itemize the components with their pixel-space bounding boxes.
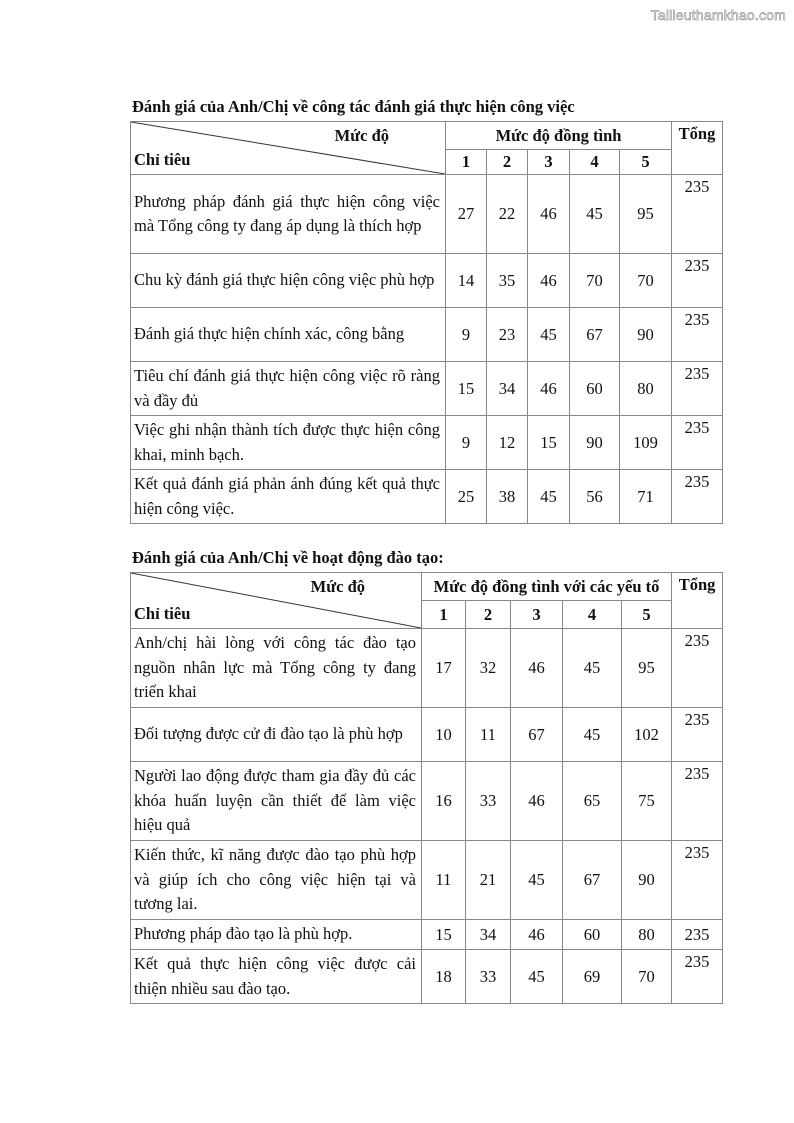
table1-scale-5: 5	[620, 150, 672, 175]
value-cell: 45	[563, 708, 622, 762]
total-cell: 235	[672, 762, 723, 841]
table-row	[131, 416, 723, 470]
value-cell: 18	[422, 950, 466, 1004]
total-cell: 235	[672, 920, 723, 950]
table-row	[131, 950, 723, 1004]
table1-header-row	[131, 122, 723, 150]
table1-level-label: Mức độ	[334, 126, 389, 145]
value-cell: 22	[487, 175, 528, 254]
total-cell: 235	[672, 950, 723, 1004]
value-cell: 46	[528, 362, 570, 416]
table2-title: Đánh giá của Anh/Chị về hoạt động đào tạo:	[132, 548, 444, 567]
table2-scale-5: 5	[622, 601, 672, 629]
table1-scale-3: 3	[528, 150, 570, 175]
value-cell: 16	[422, 762, 466, 841]
table1-title: Đánh giá của Anh/Chị về công tác đánh giá thực hiện công việc	[132, 97, 575, 116]
table2-agreement-header: Mức độ đồng tình với các yếu tố	[422, 573, 672, 601]
total-cell: 235	[672, 254, 723, 308]
total-cell: 235	[672, 175, 723, 254]
table-row	[131, 920, 723, 950]
value-cell: 56	[570, 470, 620, 524]
table2-level-label: Mức độ	[310, 577, 365, 596]
table-row	[131, 175, 723, 254]
value-cell: 90	[622, 841, 672, 920]
value-cell: 11	[466, 708, 511, 762]
table-row	[131, 470, 723, 524]
value-cell: 70	[620, 254, 672, 308]
table2	[130, 572, 723, 1004]
value-cell: 70	[622, 950, 672, 1004]
table-row	[131, 629, 723, 708]
value-cell: 71	[620, 470, 672, 524]
value-cell: 9	[446, 416, 487, 470]
total-cell: 235	[672, 708, 723, 762]
criterion-cell: Phương pháp đánh giá thực hiện công việc mà Tổng công ty đang áp dụng là thích hợp	[131, 175, 446, 254]
criterion-cell: Đối tượng được cử đi đào tạo là phù hợp	[131, 708, 422, 762]
total-cell: 235	[672, 416, 723, 470]
criterion-cell: Tiêu chí đánh giá thực hiện công việc rõ ràng và đầy đủ	[131, 362, 446, 416]
value-cell: 75	[622, 762, 672, 841]
table1-total-header: Tổng	[672, 122, 723, 175]
table1-scale-4: 4	[570, 150, 620, 175]
table-row	[131, 362, 723, 416]
value-cell: 46	[511, 762, 563, 841]
value-cell: 60	[563, 920, 622, 950]
total-cell: 235	[672, 841, 723, 920]
criterion-cell: Kiến thức, kĩ năng được đào tạo phù hợp và giúp ích cho công việc hiện tại và tương lai.	[131, 841, 422, 920]
value-cell: 15	[422, 920, 466, 950]
value-cell: 14	[446, 254, 487, 308]
table2-scale-2: 2	[466, 601, 511, 629]
table-row	[131, 708, 723, 762]
value-cell: 90	[620, 308, 672, 362]
value-cell: 45	[528, 308, 570, 362]
criterion-cell: Kết quả đánh giá phản ánh đúng kết quả thực hiện công việc.	[131, 470, 446, 524]
value-cell: 80	[620, 362, 672, 416]
table1-criteria-label: Chỉ tiêu	[134, 150, 191, 169]
value-cell: 45	[511, 841, 563, 920]
value-cell: 46	[511, 920, 563, 950]
value-cell: 102	[622, 708, 672, 762]
table2-scale-4: 4	[563, 601, 622, 629]
value-cell: 90	[570, 416, 620, 470]
value-cell: 38	[487, 470, 528, 524]
value-cell: 46	[511, 629, 563, 708]
table1-agreement-header: Mức độ đồng tình	[446, 122, 672, 150]
table1	[130, 121, 723, 524]
table-row	[131, 841, 723, 920]
value-cell: 70	[570, 254, 620, 308]
value-cell: 45	[563, 629, 622, 708]
value-cell: 45	[570, 175, 620, 254]
value-cell: 65	[563, 762, 622, 841]
table-row	[131, 254, 723, 308]
value-cell: 34	[487, 362, 528, 416]
value-cell: 27	[446, 175, 487, 254]
value-cell: 15	[528, 416, 570, 470]
value-cell: 33	[466, 762, 511, 841]
value-cell: 32	[466, 629, 511, 708]
criterion-cell: Việc ghi nhận thành tích được thực hiện công khai, minh bạch.	[131, 416, 446, 470]
value-cell: 67	[563, 841, 622, 920]
table-row	[131, 762, 723, 841]
value-cell: 21	[466, 841, 511, 920]
table1-diagonal-header	[131, 122, 446, 175]
value-cell: 23	[487, 308, 528, 362]
criterion-cell: Người lao động được tham gia đầy đủ các khóa huấn luyện cần thiết để làm việc hiệu quả	[131, 762, 422, 841]
table2-scale-3: 3	[511, 601, 563, 629]
total-cell: 235	[672, 362, 723, 416]
value-cell: 12	[487, 416, 528, 470]
value-cell: 95	[620, 175, 672, 254]
table2-header-row	[131, 573, 723, 601]
value-cell: 60	[570, 362, 620, 416]
criterion-cell: Phương pháp đào tạo là phù hợp.	[131, 920, 422, 950]
criterion-cell: Chu kỳ đánh giá thực hiện công việc phù hợp	[131, 254, 446, 308]
value-cell: 45	[511, 950, 563, 1004]
value-cell: 46	[528, 254, 570, 308]
value-cell: 15	[446, 362, 487, 416]
table-row	[131, 308, 723, 362]
value-cell: 11	[422, 841, 466, 920]
table1-scale-1: 1	[446, 150, 487, 175]
criterion-cell: Anh/chị hài lòng với công tác đào tạo nguồn nhân lực mà Tổng công ty đang triển khai	[131, 629, 422, 708]
total-cell: 235	[672, 470, 723, 524]
value-cell: 17	[422, 629, 466, 708]
table2-total-header: Tổng	[672, 573, 723, 629]
value-cell: 9	[446, 308, 487, 362]
table2-scale-1: 1	[422, 601, 466, 629]
total-cell: 235	[672, 629, 723, 708]
table1-scale-2: 2	[487, 150, 528, 175]
table2-criteria-label: Chỉ tiêu	[134, 604, 191, 623]
value-cell: 45	[528, 470, 570, 524]
value-cell: 33	[466, 950, 511, 1004]
watermark: Tailieuthamkhao.com	[650, 7, 786, 23]
criterion-cell: Kết quả thực hiện công việc được cải thiện nhiều sau đào tạo.	[131, 950, 422, 1004]
value-cell: 69	[563, 950, 622, 1004]
value-cell: 80	[622, 920, 672, 950]
criterion-cell: Đánh giá thực hiện chính xác, công bằng	[131, 308, 446, 362]
value-cell: 67	[570, 308, 620, 362]
value-cell: 35	[487, 254, 528, 308]
value-cell: 95	[622, 629, 672, 708]
value-cell: 109	[620, 416, 672, 470]
value-cell: 67	[511, 708, 563, 762]
value-cell: 34	[466, 920, 511, 950]
value-cell: 10	[422, 708, 466, 762]
table2-diagonal-header	[131, 573, 422, 629]
total-cell: 235	[672, 308, 723, 362]
value-cell: 46	[528, 175, 570, 254]
value-cell: 25	[446, 470, 487, 524]
